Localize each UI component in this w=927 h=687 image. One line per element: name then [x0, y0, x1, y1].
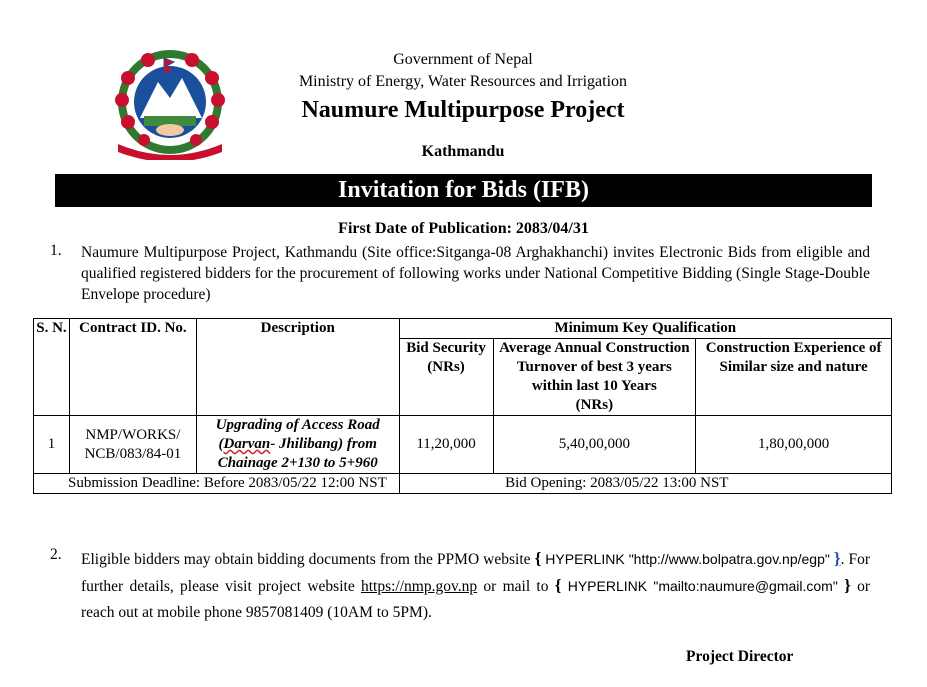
- header-sn: S. N.: [34, 319, 70, 416]
- government-heading: Government of Nepal: [393, 51, 533, 68]
- ministry-heading: Ministry of Energy, Water Resources and Irrigation: [298, 73, 628, 90]
- para1-number: 1.: [50, 242, 62, 259]
- desc-part-b: - Jhilibang) from Chainage 2+130 to 5+960: [217, 436, 378, 471]
- cell-description: [196, 416, 399, 474]
- table-header-row: [34, 319, 892, 339]
- bids-table: [33, 318, 892, 494]
- table-row: [34, 416, 892, 474]
- publication-date: First Date of Publication: 2083/04/31: [338, 220, 589, 237]
- header-bid-security: Bid Security (NRs): [399, 339, 493, 416]
- deadline-row: [34, 474, 892, 494]
- signatory: Project Director: [686, 648, 794, 665]
- para2-part1: Eligible bidders may obtain bidding documents from the PPMO website: [81, 551, 531, 568]
- para2-number: 2.: [50, 546, 62, 563]
- ppmo-hyperlink-field[interactable]: HYPERLINK "http://www.bolpatra.gov.np/egp": [545, 551, 830, 567]
- submission-deadline: Submission Deadline: Before 2083/05/22 12:00 NST: [34, 474, 400, 494]
- field-brace-close[interactable]: }: [833, 549, 841, 568]
- header-turnover-label: Average Annual Construction Turnover of best 3 years within last 10 Years: [499, 340, 690, 394]
- para1-text: Naumure Multipurpose Project, Kathmandu (Site office:Sitganga-08 Arghakhanchi) invites Electronic Bids from eligible and qualified registered bidders for the procurement of following works under National Competitive Bidding (Single Stage-Double Envelope procedure): [81, 244, 870, 303]
- project-title: Naumure Multipurpose Project: [301, 97, 625, 123]
- ifb-title-banner: Invitation for Bids (IFB): [55, 174, 872, 207]
- field-brace-close-2: }: [844, 576, 851, 595]
- para2-part2: . For further details, please visit project website: [81, 551, 871, 595]
- field-brace-open-2: {: [554, 576, 562, 595]
- project-website-link[interactable]: https://nmp.gov.np: [360, 578, 478, 595]
- desc-part-a: Upgrading of Access Road (: [215, 417, 380, 452]
- field-brace-open: {: [534, 549, 542, 568]
- mailto-hyperlink-field[interactable]: HYPERLINK "mailto:naumure@gmail.com": [567, 578, 838, 594]
- header-experience: Construction Experience of Similar size and nature: [696, 339, 892, 416]
- para2-part4: or reach out at mobile phone 9857081409 (10AM to 5PM).: [81, 578, 871, 621]
- header-min-key-qualification: Minimum Key Qualification: [399, 319, 891, 339]
- bid-opening: [399, 474, 891, 494]
- desc-misspelled-word: Darvan: [223, 436, 271, 452]
- cell-experience: 1,80,00,000: [696, 416, 892, 474]
- nepal-emblem-logo: [104, 48, 236, 160]
- para2-text: [81, 546, 870, 626]
- cell-contract-id: NMP/WORKS/ NCB/083/84-01: [69, 416, 196, 474]
- header-contract-id: Contract ID. No.: [69, 319, 196, 416]
- bid-opening-text: Bid Opening: 2083/05/22 13:00 NST: [505, 475, 729, 491]
- cell-turnover: 5,40,00,000: [493, 416, 696, 474]
- city-heading: Kathmandu: [421, 143, 505, 160]
- header-turnover: [493, 339, 696, 416]
- para2-part3: or mail to: [483, 578, 549, 595]
- cell-bid-security: 11,20,000: [399, 416, 493, 474]
- header-description: Description: [196, 319, 399, 416]
- header-turnover-unit: (NRs): [575, 397, 614, 413]
- cell-sn: 1: [34, 416, 70, 474]
